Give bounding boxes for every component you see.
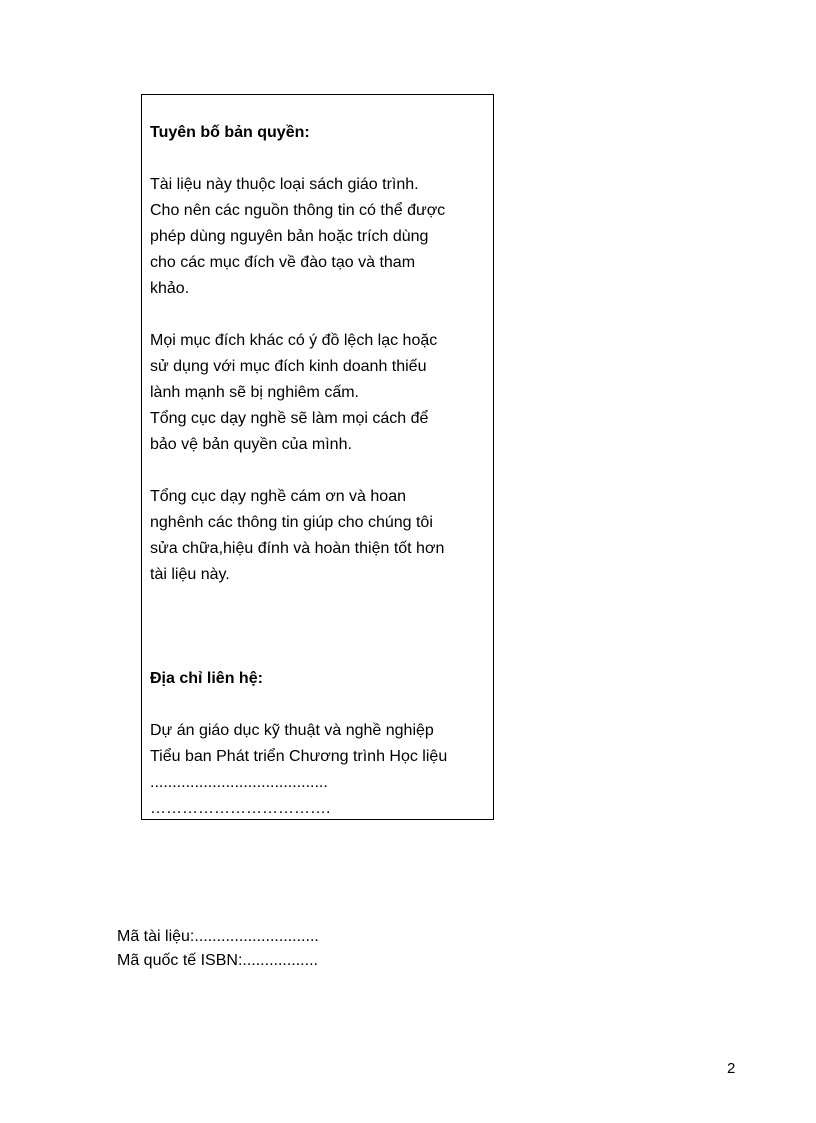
text-line: tài liệu này. — [150, 566, 230, 583]
page-number: 2 — [727, 1060, 736, 1077]
text-line: khảo. — [150, 280, 190, 297]
text-line: ……………………………. — [150, 800, 331, 817]
text-line: Tổng cục dạy nghề cám ơn và hoan — [150, 488, 406, 505]
text-line: sửa chữa,hiệu đính và hoàn thiện tốt hơn — [150, 540, 445, 557]
contact-title: Địa chỉ liên hệ: — [150, 670, 263, 687]
copyright-box — [141, 94, 494, 820]
text-line: Tổng cục dạy nghề sẽ làm mọi cách để — [150, 410, 429, 427]
contact-address — [150, 718, 490, 822]
text-line: bảo vệ bản quyền của mình. — [150, 436, 352, 453]
text-line: Tài liệu này thuộc loại sách giáo trình. — [150, 176, 419, 193]
text-line: Dự án giáo dục kỹ thuật và nghề nghiệp — [150, 722, 434, 739]
paragraph-textbook-notice — [150, 172, 490, 302]
copyright-title: Tuyên bố bản quyền: — [150, 124, 310, 141]
document-codes — [117, 925, 319, 973]
text-line: sử dụng với mục đích kinh doanh thiếu — [150, 358, 427, 375]
document-code: Mã tài liệu:............................ — [117, 928, 319, 945]
text-line: Mọi mục đích khác có ý đồ lệch lạc hoặc — [150, 332, 438, 349]
text-line: Cho nên các nguồn thông tin có thể được — [150, 202, 446, 219]
copyright-content — [150, 120, 490, 822]
text-line: cho các mục đích về đào tạo và tham — [150, 254, 416, 271]
text-line: Tiểu ban Phát triển Chương trình Học liệu — [150, 748, 448, 765]
paragraph-thanks — [150, 484, 490, 588]
text-line: nghênh các thông tin giúp cho chúng tôi — [150, 514, 433, 531]
isbn-code: Mã quốc tế ISBN:................. — [117, 952, 318, 969]
text-line: ........................................ — [150, 774, 328, 791]
paragraph-prohibited-use — [150, 328, 490, 458]
text-line: lành mạnh sẽ bị nghiêm cấm. — [150, 384, 359, 401]
text-line: phép dùng nguyên bản hoặc trích dùng — [150, 228, 429, 245]
